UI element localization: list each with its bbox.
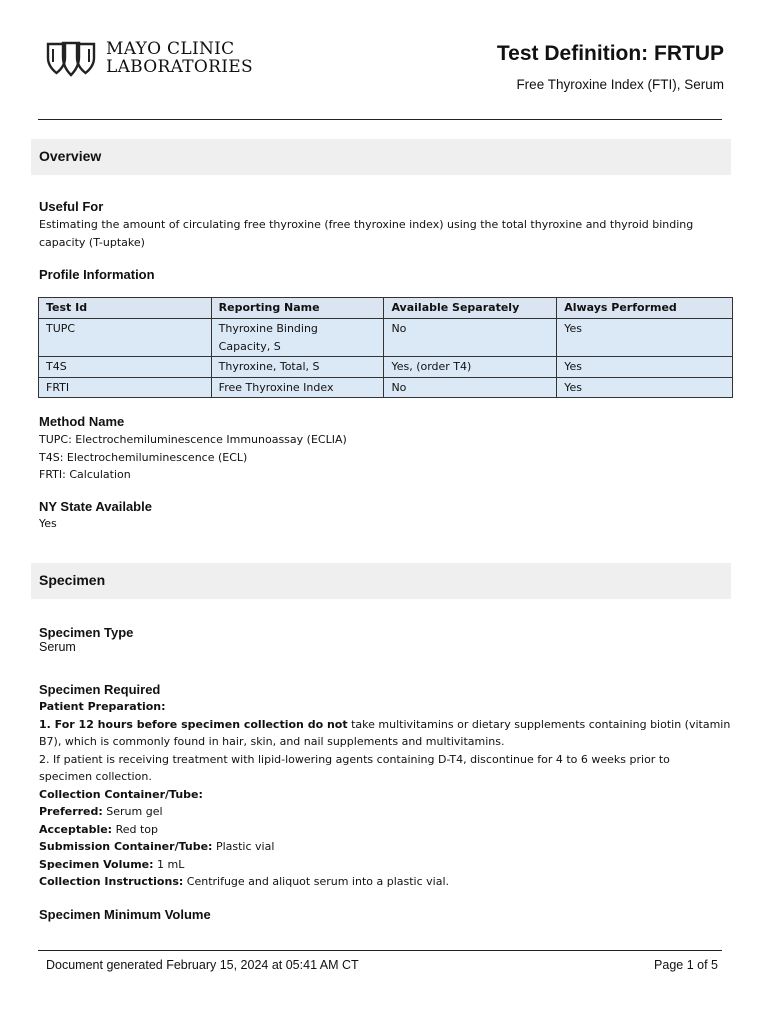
logo-line-1: MAYO CLINIC <box>106 39 235 59</box>
reporting-name-line-2: Capacity, S <box>218 339 281 353</box>
specimen-required-heading: Specimen Required <box>39 682 161 697</box>
cell-reporting-name: Thyroxine, Total, S <box>211 357 384 378</box>
submission-container-value: Plastic vial <box>212 840 275 853</box>
prep-2-line-2: specimen collection. <box>39 770 152 783</box>
cell-always-performed: Yes <box>557 319 733 357</box>
table-header-row <box>39 298 733 319</box>
logo-wordmark <box>106 40 253 76</box>
cell-available-separately: No <box>384 377 557 398</box>
column-header: Test Id <box>39 298 212 319</box>
method-name-heading: Method Name <box>39 414 125 429</box>
ny-state-value: Yes <box>39 517 57 530</box>
specimen-required-text <box>39 698 730 891</box>
mayo-shields-icon <box>45 40 97 78</box>
document-title: Test Definition: FRTUP <box>496 42 724 65</box>
logo-line-2: LABORATORIES <box>106 57 253 77</box>
specimen-volume-label: Specimen Volume: <box>39 857 154 871</box>
cell-always-performed: Yes <box>557 377 733 398</box>
patient-preparation-label: Patient Preparation: <box>39 700 166 713</box>
prep-2-line-1: 2. If patient is receiving treatment with lipid-lowering agents containing D-T4, discontinue for 4 to 6 weeks prior to <box>39 752 670 766</box>
mayo-clinic-logo <box>45 40 275 80</box>
collection-instructions-label: Collection Instructions: <box>39 875 184 888</box>
specimen-type-heading: Specimen Type <box>39 625 134 640</box>
column-header: Always Performed <box>557 298 733 319</box>
overview-section-bar <box>31 139 731 175</box>
acceptable-value: Red top <box>112 822 158 836</box>
prep-1-bold: 1. For 12 hours before specimen collection do not <box>39 717 348 731</box>
method-line: FRTI: Calculation <box>39 468 131 481</box>
method-name-list <box>39 431 347 484</box>
collection-instructions-value: Centrifuge and aliquot serum into a plastic vial. <box>183 875 450 888</box>
useful-for-line-2: capacity (T-uptake) <box>39 235 145 249</box>
method-line: TUPC: Electrochemiluminescence Immunoassay (ECLIA) <box>39 433 347 446</box>
preferred-label: Preferred: <box>39 805 103 818</box>
table-row <box>39 319 733 357</box>
footer-divider <box>38 950 722 951</box>
column-header: Reporting Name <box>211 298 384 319</box>
specimen-volume-value: 1 mL <box>153 857 185 871</box>
cell-reporting-name: Free Thyroxine Index <box>211 377 384 398</box>
cell-test-id: FRTI <box>39 377 212 398</box>
table-row <box>39 357 733 378</box>
profile-information-heading: Profile Information <box>39 267 155 282</box>
document-subtitle: Free Thyroxine Index (FTI), Serum <box>516 77 724 92</box>
profile-table <box>38 297 733 398</box>
cell-available-separately: No <box>384 319 557 357</box>
prep-1-text: take multivitamins or dietary supplements containing biotin (vitamin <box>347 717 731 731</box>
collection-container-label: Collection Container/Tube: <box>39 787 203 801</box>
submission-container-label: Submission Container/Tube: <box>39 840 213 853</box>
footer-page-number: Page 1 of 5 <box>654 958 718 972</box>
preferred-value: Serum gel <box>102 805 163 818</box>
cell-test-id: T4S <box>39 357 212 378</box>
useful-for-text <box>39 216 693 251</box>
overview-section-title: Overview <box>39 148 102 164</box>
reporting-name-line-1: Thyroxine Binding <box>218 322 318 335</box>
header-divider <box>38 119 722 120</box>
cell-always-performed: Yes <box>557 357 733 378</box>
acceptable-label: Acceptable: <box>39 822 113 836</box>
cell-reporting-name <box>211 319 384 357</box>
cell-available-separately: Yes, (order T4) <box>384 357 557 378</box>
specimen-minimum-volume-heading: Specimen Minimum Volume <box>39 907 211 922</box>
specimen-type-value: Serum <box>39 640 76 654</box>
footer-generated: Document generated February 15, 2024 at 05:41 AM CT <box>46 958 359 972</box>
useful-for-heading: Useful For <box>39 199 104 214</box>
table-row <box>39 377 733 398</box>
cell-test-id: TUPC <box>39 319 212 357</box>
useful-for-line-1: Estimating the amount of circulating free thyroxine (free thyroxine index) using the total thyroxine and thyroid binding <box>39 218 694 231</box>
column-header: Available Separately <box>384 298 557 319</box>
method-line: T4S: Electrochemiluminescence (ECL) <box>39 450 248 464</box>
specimen-section-title: Specimen <box>39 572 106 588</box>
prep-1-line-2: B7), which is commonly found in hair, skin, and nail supplements and multivitamins. <box>39 735 505 748</box>
ny-state-heading: NY State Available <box>39 499 152 514</box>
specimen-section-bar <box>31 563 731 599</box>
